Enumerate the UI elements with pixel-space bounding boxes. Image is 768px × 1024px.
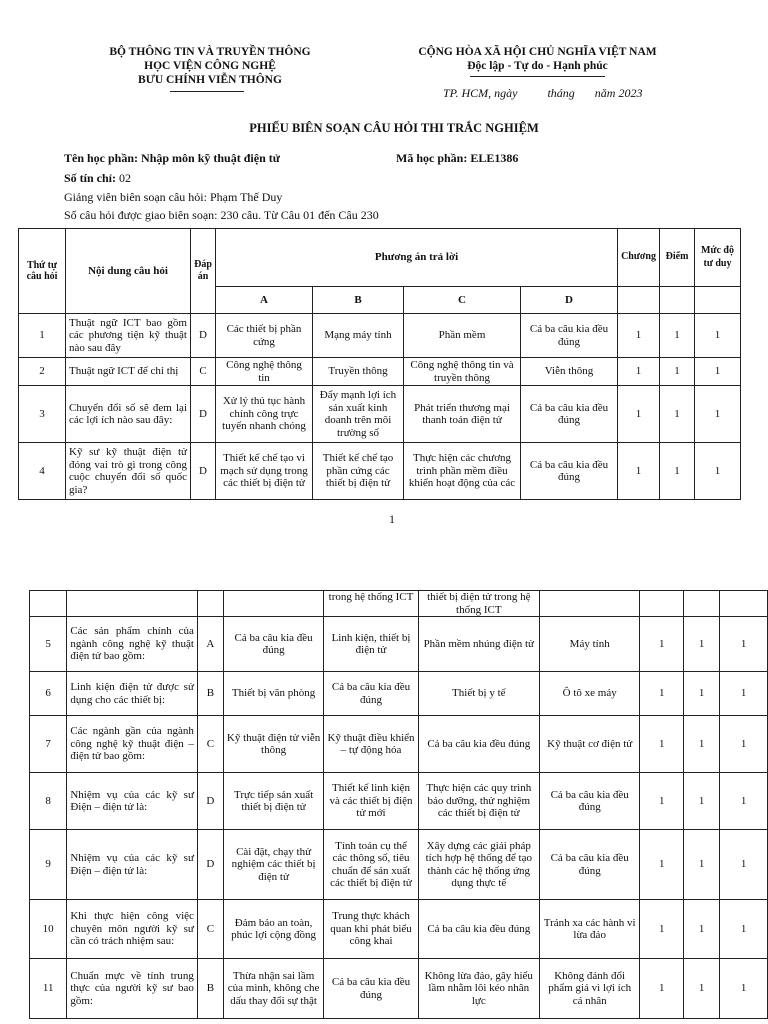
code-line [396, 151, 518, 166]
continuation-row [30, 591, 768, 617]
row-level: 1 [720, 773, 768, 830]
row-no: 1 [19, 314, 66, 358]
row-question: Thuật ngữ ICT bao gồm các phương tiện kỹ thuật nào sau đây [66, 314, 191, 358]
row-option-c: Thực hiện các quy trình bảo dưỡng, thử nghiệm các thiết bị điện tử [418, 773, 539, 830]
credits-value: 02 [119, 171, 132, 185]
row-chapter: 1 [640, 672, 684, 716]
row-question: Kỹ sư kỹ thuật điện tử đóng vai trò gì trong công cuộc chuyển đổi số quốc gia? [66, 443, 191, 500]
row-option-a: Thiết kế chế tạo vi mạch sử dụng trong các thiết bị điện tử [216, 443, 313, 500]
table-row [19, 358, 741, 386]
empty-cell [695, 287, 741, 314]
row-level: 1 [720, 672, 768, 716]
table-row [30, 716, 768, 773]
row-option-b: Mạng máy tính [313, 314, 404, 358]
row-option-b: Cả ba câu kia đều đúng [324, 672, 418, 716]
row-option-c: Thực hiện các chương trình phần mềm điều khiển hoạt động của các [404, 443, 521, 500]
row-option-b: Thiết kế linh kiện và các thiết bị điện tử mới [324, 773, 418, 830]
row-answer: C [197, 716, 223, 773]
row-option-c: Xây dựng các giải pháp tích hợp hệ thống để tạo thành các hệ thống ứng dụng thực tế [418, 830, 539, 900]
table-row [19, 314, 741, 358]
row-score: 1 [660, 443, 695, 500]
empty-cell [618, 287, 660, 314]
row-option-c: Công nghệ thông tin và truyền thông [404, 358, 521, 386]
row-answer: D [191, 314, 216, 358]
row-level: 1 [695, 386, 741, 443]
credits-label: Số tín chỉ: [64, 171, 117, 185]
question-table-page1 [18, 228, 741, 500]
row-chapter: 1 [618, 386, 660, 443]
continuation-option-c: thiết bị điện tử trong hệ thống ICT [418, 591, 539, 617]
row-no: 5 [30, 617, 67, 672]
row-option-d: Viễn thông [521, 358, 618, 386]
row-score: 1 [683, 672, 719, 716]
question-table-page2 [29, 590, 768, 1019]
motto-underline [470, 76, 605, 77]
institute-name-line1: HỌC VIỆN CÔNG NGHỆ [144, 60, 276, 72]
empty-cell [720, 591, 768, 617]
row-question: Chuẩn mực về tính trung thực của người kỹ sư bao gồm: [67, 959, 198, 1019]
row-score: 1 [683, 773, 719, 830]
row-no: 3 [19, 386, 66, 443]
row-chapter: 1 [640, 617, 684, 672]
row-no: 2 [19, 358, 66, 386]
row-level: 1 [720, 617, 768, 672]
table-row [30, 830, 768, 900]
row-answer: B [197, 959, 223, 1019]
row-option-a: Kỹ thuật điện tử viễn thông [223, 716, 324, 773]
row-option-b: Tính toán cụ thể các thông số, tiêu chuẩn để sản xuất các thiết bị điện tử [324, 830, 418, 900]
date-month: tháng [547, 86, 575, 100]
row-option-c: Không lừa đảo, gây hiểu lầm nhằm lôi kéo nhân lực [418, 959, 539, 1019]
row-score: 1 [683, 959, 719, 1019]
row-score: 1 [683, 716, 719, 773]
row-score: 1 [683, 900, 719, 959]
row-level: 1 [720, 900, 768, 959]
ministry-header [90, 45, 330, 87]
course-label: Tên học phần: [64, 151, 139, 165]
header-option-d: D [521, 287, 618, 314]
row-chapter: 1 [618, 358, 660, 386]
document-title: PHIẾU BIÊN SOẠN CÂU HỎI THI TRẮC NGHIỆM [249, 121, 539, 135]
row-option-a: Thiết bị văn phòng [223, 672, 324, 716]
table-row [19, 386, 741, 443]
row-answer: D [197, 773, 223, 830]
code-value: ELE1386 [470, 151, 519, 165]
row-chapter: 1 [640, 830, 684, 900]
row-chapter: 1 [618, 314, 660, 358]
row-level: 1 [695, 314, 741, 358]
table-row [30, 672, 768, 716]
nation-name: CỘNG HÒA XÃ HỘI CHỦ NGHĨA VIỆT NAM [418, 46, 657, 58]
row-option-c: Cả ba câu kia đều đúng [418, 900, 539, 959]
row-question: Các ngành gần của ngành công nghệ kỹ thuật điện – điện tử bao gồm: [67, 716, 198, 773]
ministry-underline [170, 91, 244, 92]
row-level: 1 [695, 443, 741, 500]
row-question: Khi thực hiện công việc chuyên môn người kỹ sư cần có trách nhiệm sau: [67, 900, 198, 959]
table-row [30, 617, 768, 672]
header-option-c: C [404, 287, 521, 314]
row-option-d: Cả ba câu kia đều đúng [521, 314, 618, 358]
header-score: Điểm [660, 229, 695, 287]
date-year: năm 2023 [594, 86, 643, 100]
row-level: 1 [720, 959, 768, 1019]
header-content: Nội dung câu hỏi [66, 229, 191, 314]
row-option-d: Cả ba câu kia đều đúng [539, 830, 640, 900]
row-option-a: Công nghệ thông tin [216, 358, 313, 386]
continuation-option-b: trong hệ thống ICT [324, 591, 418, 617]
row-option-d: Máy tính [539, 617, 640, 672]
row-score: 1 [660, 358, 695, 386]
empty-cell [223, 591, 324, 617]
header-option-b: B [313, 287, 404, 314]
row-no: 10 [30, 900, 67, 959]
row-level: 1 [720, 830, 768, 900]
count-line: Số câu hỏi được giao biên soạn: 230 câu. Từ Câu 01 đến Câu 230 [64, 208, 379, 222]
row-option-b: Cả ba câu kia đều đúng [324, 959, 418, 1019]
row-answer: C [191, 358, 216, 386]
row-option-d: Ô tô xe máy [539, 672, 640, 716]
row-option-c: Phần mềm nhúng điện tử [418, 617, 539, 672]
header-chapter: Chương [618, 229, 660, 287]
row-option-a: Thừa nhận sai lầm của mình, không che dấu thay đổi sự thật [223, 959, 324, 1019]
row-option-b: Đẩy mạnh lợi ích sản xuất kinh doanh trên môi trường số [313, 386, 404, 443]
row-chapter: 1 [640, 959, 684, 1019]
row-question: Linh kiện điện tử được sử dụng cho các thiết bị: [67, 672, 198, 716]
row-option-c: Phần mềm [404, 314, 521, 358]
row-option-b: Thiết kế chế tạo phần cứng các thiết bị điện tử [313, 443, 404, 500]
row-score: 1 [683, 830, 719, 900]
row-no: 8 [30, 773, 67, 830]
row-question: Các sản phẩm chính của ngành công nghệ kỹ thuật điện tử bao gồm: [67, 617, 198, 672]
row-no: 9 [30, 830, 67, 900]
empty-cell [660, 287, 695, 314]
row-option-a: Trực tiếp sản xuất thiết bị điện tử [223, 773, 324, 830]
row-option-d: Tránh xa các hành vi lừa đảo [539, 900, 640, 959]
table-row [30, 959, 768, 1019]
empty-cell [539, 591, 640, 617]
nation-motto: Độc lập - Tự do - Hạnh phúc [467, 60, 608, 72]
row-option-a: Các thiết bị phần cứng [216, 314, 313, 358]
date-line [443, 86, 683, 101]
row-option-a: Cả ba câu kia đều đúng [223, 617, 324, 672]
row-option-d: Cả ba câu kia đều đúng [539, 773, 640, 830]
row-chapter: 1 [640, 716, 684, 773]
empty-cell [67, 591, 198, 617]
table-row [30, 900, 768, 959]
row-option-a: Cài đặt, chạy thử nghiệm các thiết bị điện tử [223, 830, 324, 900]
nation-header [395, 45, 680, 73]
row-question: Chuyển đổi số sẽ đem lại các lợi ích nào sau đây: [66, 386, 191, 443]
row-no: 11 [30, 959, 67, 1019]
table-row [19, 443, 741, 500]
header-level: Mức độ tư duy [695, 229, 741, 287]
code-label: Mã học phần: [396, 151, 468, 165]
row-option-b: Kỹ thuật điều khiển – tự động hóa [324, 716, 418, 773]
row-score: 1 [660, 386, 695, 443]
row-score: 1 [683, 617, 719, 672]
row-question: Nhiệm vụ của các kỹ sư Điện – điện tử là: [67, 773, 198, 830]
row-option-d: Kỹ thuật cơ điện tử [539, 716, 640, 773]
row-no: 6 [30, 672, 67, 716]
row-option-c: Cả ba câu kia đều đúng [418, 716, 539, 773]
row-answer: B [197, 672, 223, 716]
row-level: 1 [695, 358, 741, 386]
empty-cell [683, 591, 719, 617]
header-answer: Đáp án [191, 229, 216, 314]
row-option-b: Trung thực khách quan khi phát biểu công khai [324, 900, 418, 959]
credits-line [64, 171, 131, 186]
row-question: Thuật ngữ ICT để chỉ thị [66, 358, 191, 386]
row-chapter: 1 [640, 773, 684, 830]
course-line [64, 151, 280, 166]
row-option-a: Xử lý thủ tục hành chính công trực tuyến nhanh chóng [216, 386, 313, 443]
row-option-d: Cả ba câu kia đều đúng [521, 386, 618, 443]
course-name: Nhập môn kỹ thuật điện tử [141, 151, 280, 165]
empty-cell [640, 591, 684, 617]
row-chapter: 1 [618, 443, 660, 500]
institute-name-line2: BƯU CHÍNH VIỄN THÔNG [138, 74, 282, 86]
row-option-c: Phát triển thương mại thanh toán điện tử [404, 386, 521, 443]
row-option-b: Linh kiện, thiết bị điện tử [324, 617, 418, 672]
header-option-a: A [216, 287, 313, 314]
ministry-name: BỘ THÔNG TIN VÀ TRUYỀN THÔNG [109, 46, 311, 58]
row-chapter: 1 [640, 900, 684, 959]
author-line: Giảng viên biên soạn câu hỏi: Phạm Thế Duy [64, 190, 283, 204]
date-place: TP. HCM, ngày [443, 86, 518, 100]
page-number: 1 [389, 512, 395, 526]
empty-cell [197, 591, 223, 617]
row-answer: D [197, 830, 223, 900]
row-answer: A [197, 617, 223, 672]
row-option-d: Không đánh đổi phẩm giá vì lợi ích cá nhân [539, 959, 640, 1019]
row-option-b: Truyền thông [313, 358, 404, 386]
row-option-c: Thiết bị y tế [418, 672, 539, 716]
row-answer: C [197, 900, 223, 959]
row-answer: D [191, 443, 216, 500]
row-option-d: Cả ba câu kia đều đúng [521, 443, 618, 500]
empty-cell [30, 591, 67, 617]
row-level: 1 [720, 716, 768, 773]
table-row [30, 773, 768, 830]
row-no: 7 [30, 716, 67, 773]
header-no: Thứ tự câu hỏi [19, 229, 66, 314]
row-answer: D [191, 386, 216, 443]
row-score: 1 [660, 314, 695, 358]
row-option-a: Đảm bảo an toàn, phúc lợi cộng đồng [223, 900, 324, 959]
header-options: Phương án trả lời [216, 229, 618, 287]
row-question: Nhiệm vụ của các kỹ sư Điện – điện tử là: [67, 830, 198, 900]
row-no: 4 [19, 443, 66, 500]
